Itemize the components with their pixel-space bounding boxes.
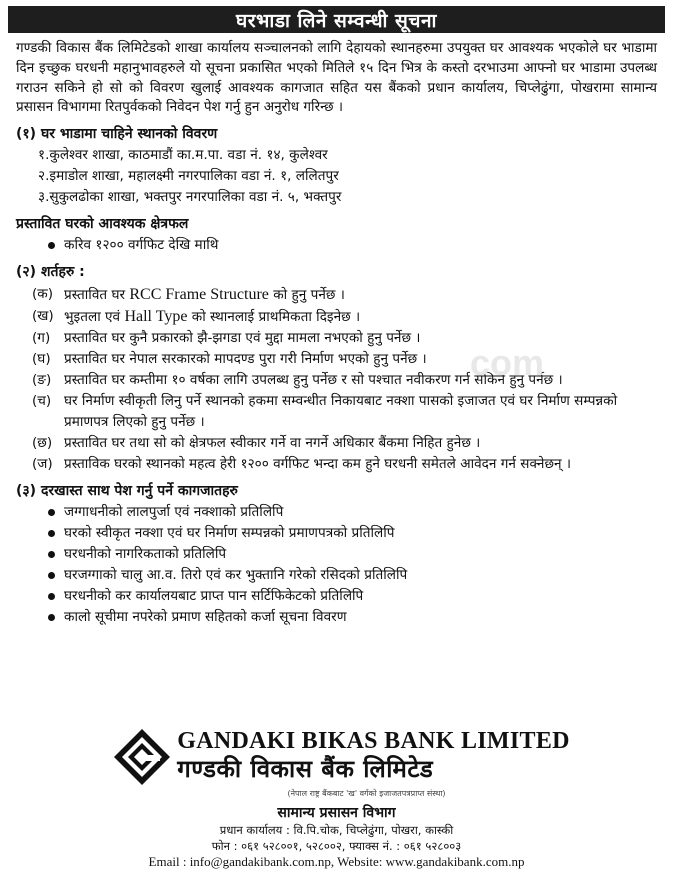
condition-text: प्रस्तावित घर नेपाल सरकारको मापदण्ड पुरा गरी निर्माण भएको हुनु पर्नेछ । xyxy=(64,351,427,368)
section-locations-heading: (१) घर भाडामा चाहिने स्थानको विवरण xyxy=(16,126,218,143)
condition-label: (छ) xyxy=(32,435,53,452)
condition-text xyxy=(64,306,665,328)
condition-label: (क) xyxy=(32,286,54,303)
conditions-list xyxy=(16,284,665,475)
condition-text: प्रस्तावित घर कुनै प्रकारको झै-झगडा एवं मुद्दा मामला नभएको हुनु पर्नेछ । xyxy=(64,330,421,347)
condition-item xyxy=(32,306,665,328)
list-item: घरधनीको कर कार्यालयबाट प्राप्त पान सर्टिफिकेटको प्रतिलिपि xyxy=(46,586,665,607)
list-item: करिव १२०० वर्गफिट देखि माथि xyxy=(46,235,665,256)
list-item: घरजग्गाको चालु आ.व. तिरो एवं कर भुक्तानि गरेको रसिदको प्रतिलिपि xyxy=(46,565,665,586)
condition-label: (ङ) xyxy=(32,372,52,389)
condition-label: (ख) xyxy=(32,308,54,325)
section-locations xyxy=(8,124,665,208)
bank-name-english: GANDAKI BIKAS BANK LIMITED xyxy=(177,728,570,754)
condition-item xyxy=(32,370,665,391)
watermark: com xyxy=(470,342,545,383)
condition-item xyxy=(32,391,665,433)
office-address: प्रधान कार्यालय : वि.पि.चोक, चिप्लेढुंगा, पोखरा, कास्की xyxy=(219,823,454,837)
condition-latin-term: RCC Frame Structure xyxy=(129,286,269,304)
condition-text-part: को स्थानलाई प्राथमिकता दिइनेछ । xyxy=(187,309,361,326)
bank-logo xyxy=(10,728,673,786)
condition-text: प्रस्तावित घर कम्तीमा १० वर्षका लागि उपलब्ध हुनु पर्नेछ र सो पश्चात नवीकरण गर्न सकिने हुनु पर्नेछ । xyxy=(64,372,563,389)
list-item: घरधनीको नागरिकताको प्रतिलिपि xyxy=(46,544,665,565)
condition-label: (ग) xyxy=(32,330,51,347)
intro-paragraph: गण्डकी विकास बैंक लिमिटेडको शाखा कार्यालय सञ्चालनको लागि देहायको स्थानहरुमा उपयुक्त घर आवश्यक भएकोले घर भाडामा दिन इच्छुक घरधनी महानुभावहरुले यो सूचना प्रकासित भएको मितिले १५ दिन भित्र के कस्तो दरभाउमा आफ्नो घर भाडामा उपलब्ध गराउन सकिने हो सो को विवरण खुलाई आवश्यक कागजात सहित यस बैंकको प्रधान कार्यालय, चिप्लेढुंगा, पोखरामा सामान्य प्रसासन विभागमा रितपुर्वकको निवेदन पेश गर्नु हुन अनुरोध गरिन्छ । xyxy=(16,40,657,116)
condition-text-part: को हुनु पर्नेछ । xyxy=(268,287,345,304)
phone-fax: फोन : ०६१ ५२८००१, ५२८००२, फ्याक्स नं. : ०६१ ५२८००३ xyxy=(211,839,462,853)
location-item: १.कुलेश्वर शाखा, काठमाडौं का.म.पा. वडा नं. १४, कुलेश्वर xyxy=(38,147,328,164)
condition-label: (ज) xyxy=(32,456,53,473)
section-conditions xyxy=(8,262,665,475)
list-item: घरको स्वीकृत नक्शा एवं घर निर्माण सम्पन्नको प्रमाणपत्रको प्रतिलिपि xyxy=(46,523,665,544)
list-item: जग्गाधनीको लालपुर्जा एवं नक्शाको प्रतिलिपि xyxy=(46,502,665,523)
section-area-heading: प्रस्तावित घरको आवश्यक क्षेत्रफल xyxy=(16,216,189,233)
section-documents xyxy=(8,481,665,628)
footer xyxy=(0,728,673,870)
documents-list xyxy=(16,502,665,628)
condition-text: घर निर्माण स्वीकृती लिनु पर्ने स्थानको हकमा सम्वन्धीत निकायबाट नक्शा पासको इजाजत एवं घर निर्माण सम्पन्नको प्रमाणपत्र लिएको हुनु पर्नेछ । xyxy=(64,393,618,431)
location-item: ३.सुकुलढोका शाखा, भक्तपुर नगरपालिका वडा नं. ५, भक्तपुर xyxy=(38,189,342,206)
condition-text xyxy=(64,284,665,306)
section-documents-heading: (३) दरखास्त साथ पेश गर्नु पर्ने कागजातहरु xyxy=(16,483,238,500)
section-area xyxy=(8,214,665,256)
bank-name-nepali: गण्डकी विकास बैंक लिमिटेड xyxy=(177,755,434,783)
condition-item xyxy=(32,454,665,475)
email-website: Email : info@gandakibank.com.np, Website: www.gandakibank.com.np xyxy=(148,854,525,869)
condition-text: प्रस्तावित घर तथा सो को क्षेत्रफल स्वीकार गर्ने वा नगर्ने अधिकार बैंकमा निहित हुनेछ । xyxy=(64,435,481,452)
bank-tagline: (नेपाल राष्ट्र बैंकबाट 'ख' वर्गको इजाजतपत्रप्राप्त संस्था) xyxy=(287,789,446,798)
condition-label: (घ) xyxy=(32,351,51,368)
condition-item xyxy=(32,433,665,454)
condition-latin-term: Hall Type xyxy=(124,308,188,326)
notice-title: घरभाडा लिने सम्वन्धी सूचना xyxy=(8,6,665,33)
condition-text: प्रस्ताविक घरको स्थानको महत्व हेरी १२०० वर्गफिट भन्दा कम हुने घरधनी समेतले आवेदन गर्न सक्नेछन् । xyxy=(64,456,572,473)
condition-item xyxy=(32,328,665,349)
condition-item xyxy=(32,349,665,370)
condition-text-part: प्रस्तावित घर xyxy=(64,287,130,304)
department-name: सामान्य प्रसासन विभाग xyxy=(277,805,396,821)
list-item: कालो सूचीमा नपरेको प्रमाण सहितको कर्जा सूचना विवरण xyxy=(46,607,665,628)
condition-item xyxy=(32,284,665,306)
location-item: २.इमाडोल शाखा, महालक्ष्मी नगरपालिका वडा नं. १, ललितपुर xyxy=(38,168,339,185)
bank-logo-icon xyxy=(113,728,171,786)
area-list xyxy=(16,235,665,256)
condition-label: (च) xyxy=(32,393,52,410)
section-conditions-heading: (२) शर्तहरु : xyxy=(16,264,85,281)
condition-text-part: भुइतला एवं xyxy=(64,309,125,326)
